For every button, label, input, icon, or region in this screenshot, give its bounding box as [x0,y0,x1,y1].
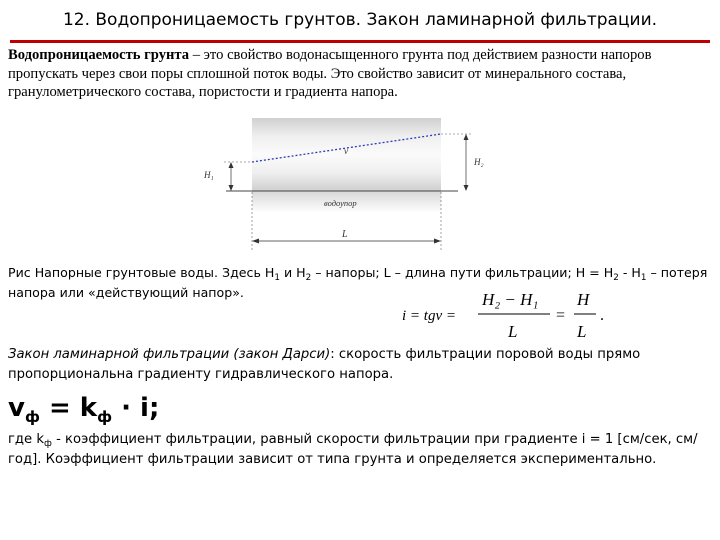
formula-gradient: · i; [112,393,160,423]
h1-arrow-bottom [229,185,234,191]
formula-numerator-2: H [577,290,590,309]
darcy-text: : скорость фильтрации поровой воды прямо пропорциональна градиенту гидравлического напора. [8,347,641,382]
length-arrow-right [434,239,441,244]
formula-velocity: v [8,393,25,423]
formula-numerator-1: H₂ − H₁ [482,290,539,309]
caption-subscript: 2 [305,273,312,283]
darcy-law-paragraph [8,345,714,385]
formula-denominator-2: L [577,322,587,341]
length-arrow-left [252,239,259,244]
darcy-formula [8,392,159,424]
hydraulic-gradient-formula [400,284,610,346]
caption-subscript: 1 [640,273,647,283]
h2-label: H₂ [474,157,484,167]
length-label: L [342,229,348,240]
caption-part: - H [618,265,641,280]
caption-subscript: 2 [613,273,619,283]
caption-part: – напоры; L – длина пути фильтрации; H = H [311,265,614,280]
caption-subscript: 1 [274,273,280,283]
formula-coefficient: = k [39,393,98,423]
h1-label: H₁ [204,170,214,180]
caption-part: – потеря напора или «действующий напор». [8,265,708,300]
caption-part: Рис Напорные грунтовые воды. Здесь H [8,265,275,280]
h1-arrow-top [229,162,234,168]
explanation-subscript: ф [44,438,52,449]
title-underline [10,40,710,43]
formula-subscript: ф [97,408,113,426]
formula-dot: . [600,307,604,324]
slide-title: 12. Водопроницаемость грунтов. Закон ламинарной фильтрации. [62,10,658,30]
coefficient-explanation [8,430,720,470]
explanation-part: - коэффициент фильтрации, равный скорости фильтрации при градиенте i = 1 [см/сек, см/год]. Коэффициент фильтрации зависит от типа грунта и определяется экспериментально. [8,432,698,467]
intro-paragraph [8,46,712,102]
v-label: v [344,146,348,156]
intro-term: Водопроницаемость грунта [8,47,190,63]
caption-part: и H [279,265,306,280]
explanation-part: где k [8,432,44,447]
formula-subscript: ф [24,408,40,426]
h2-arrow-bottom [464,185,469,191]
darcy-term: Закон ламинарной фильтрации (закон Дарси) [8,347,331,362]
confined-aquifer-diagram [196,112,496,257]
formula-equals: = [556,307,566,324]
formula-lhs: i = tgν = [402,308,456,324]
h2-arrow-top [464,134,469,140]
formula-denominator-1: L [508,322,518,341]
intro-text: – это свойство водонасыщенного грунта под действием разности напоров пропускать через свои поры сплошной поток воды. Это свойство зависит от минерального состава, гранулометрического состава, пористости и градиента напора. [8,47,652,100]
aquiclude-label: водоупор [324,198,357,208]
